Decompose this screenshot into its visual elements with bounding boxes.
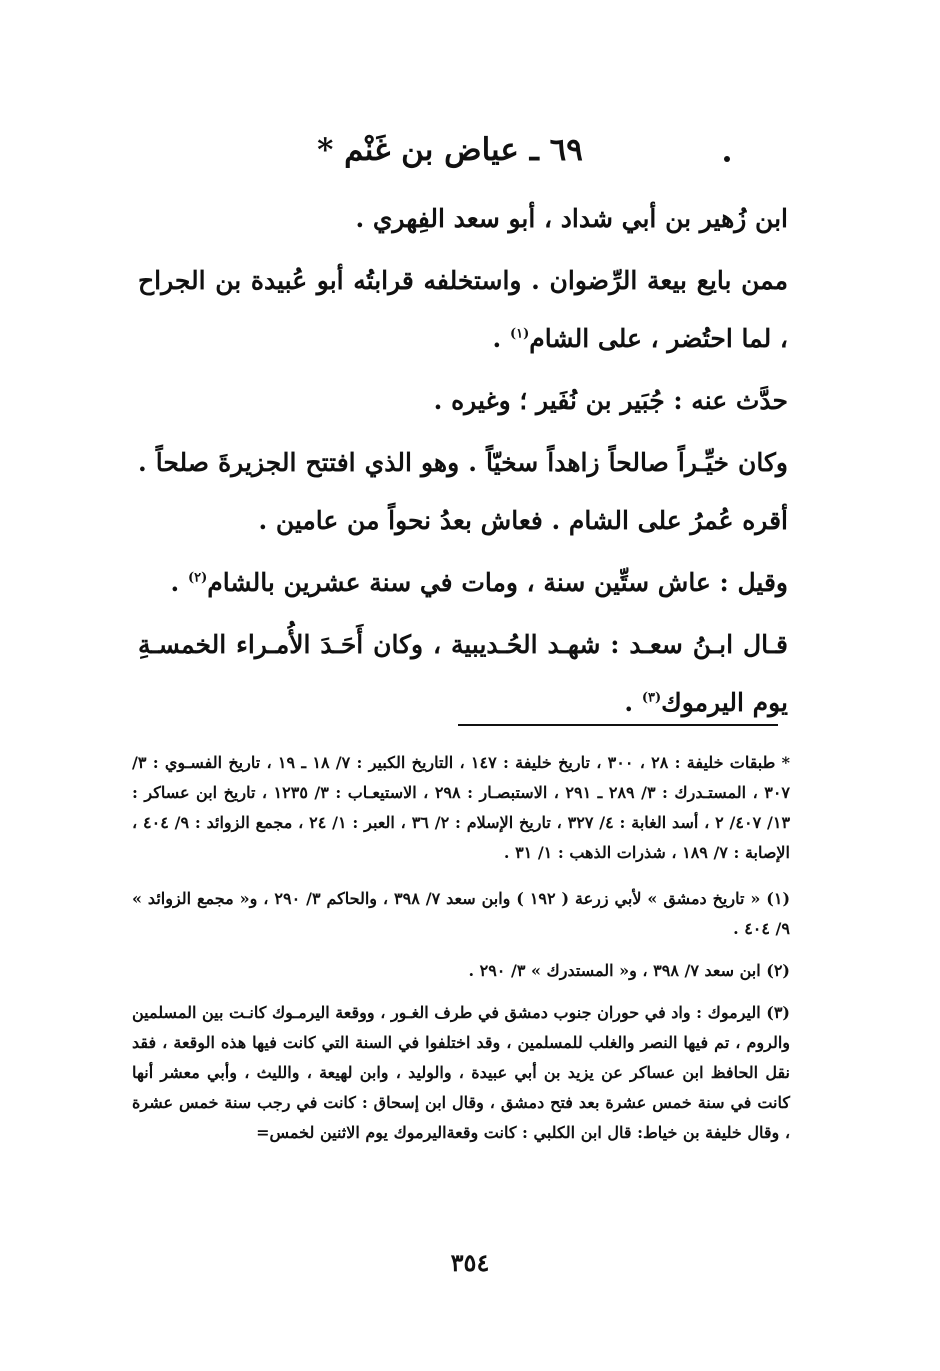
paragraph-pledge (138, 252, 788, 368)
paragraph-lineage: ابن زُهير بن أبي شداد ، أبو سعد الفِهري . (355, 204, 788, 233)
page-number: ٣٥٤ (450, 1248, 490, 1277)
footnotes (132, 748, 790, 1148)
paragraph-ibn-saad (138, 616, 788, 732)
entry-body (138, 190, 788, 732)
paragraph-death-end: . (170, 568, 188, 597)
paragraph-ibn-saad-end: . (624, 688, 642, 717)
entry-title: ٦٩ ـ عياض بن غَنْم * (317, 132, 583, 168)
paragraph-death-text: وقيل : عاش ستِّين سنة ، ومات في سنة عشرين بالشام (207, 568, 788, 597)
print-speck (724, 156, 730, 162)
paragraph-death (138, 554, 788, 612)
paragraph-narrators: حدَّث عنه : جُبَير بن نُفَير ؛ وغيره . (433, 386, 788, 415)
paragraph-pledge-end: . (492, 324, 510, 353)
footnote-marker-1[interactable]: (١) (509, 326, 530, 342)
footnote-1: (١) « تاريخ دمشق » لأبي زرعة ( ١٩٢ ) وابن سعد ٧/ ٣٩٨ ، والحاكم ٣/ ٢٩٠ ، و« مجمع الزوائد » ٩/ ٤٠٤ . (132, 889, 791, 938)
footnote-divider (458, 724, 778, 726)
footnote-3: (٣) اليرموك : واد في حوران جنوب دمشق في طرف الغـور ، ووقعة اليرمـوك كانـت بين المسلمين والروم ، تم فيها النصر والغلب للمسلمين ، وقد اختلفوا في السنة التي كانت فيها هذه الوقعة ، فقد نقل الحافظ ابن عساكر عن يزيد بن أبي عبيدة ، والوليد ، وابن لهيعة ، والليث ، وأبي معشر أنها كانت في سنة خمس عشرة بعد فتح دمشق ، وقال ابن إسحاق : كانت في رجب سنة خمس عشرة ، وقال خليفة بن خياط: قال ابن الكلبي : كانت وقعةاليرموك يوم الاثنين لخمس= (132, 1003, 790, 1142)
footnote-marker-3[interactable]: (٣) (641, 690, 662, 706)
footnote-marker-2[interactable]: (٢) (187, 570, 208, 586)
paragraph-character: وكان خيِّـراً صالحاً زاهداً سخيّاً . وهو الذي افتتح الجزيرةَ صلحاً . أقره عُمرُ على الشام . فعاش بعدُ نحواً من عامين . (138, 448, 788, 535)
footnote-2: (٢) ابن سعد ٧/ ٣٩٨ ، و« المستدرك » ٣/ ٢٩٠ . (468, 961, 790, 980)
footnote-sources: * طبقات خليفة : ٢٨ ، ٣٠٠ ، تاريخ خليفة : ١٤٧ ، التاريخ الكبير : ٧/ ١٨ ـ ١٩ ، تاريخ الفسـوي : ٣/ ٣٠٧ ، المستـدرك : ٣/ ٢٨٩ ـ ٢٩١ ، الاستبصـار : ٢٩٨ ، الاستيعـاب : ٣/ ١٢٣٥ ، تاريخ ابن عساكر : ١٣/ ٤٠٧/ ٢ ، أسد الغابة : ٤/ ٣٢٧ ، تاريخ الإسلام : ٢/ ٣٦ ، العبر : ١/ ٢٤ ، مجمع الزوائد : ٩/ ٤٠٤ ، الإصابة : ٧/ ١٨٩ ، شذرات الذهب : ١/ ٣١ . (132, 753, 791, 862)
paragraph-pledge-text: ممن بايع بيعة الرِّضوان . واستخلفه قرابتُه أبو عُبيدة بن الجراح ، لما احتُضر ، على الشام (138, 266, 788, 353)
paragraph-ibn-saad-text: قـال ابـنُ سعـد : شهـد الحُـديبية ، وكان أَحَـدَ الأُمـراء الخمسـةِ يوم اليرموك (138, 630, 788, 717)
